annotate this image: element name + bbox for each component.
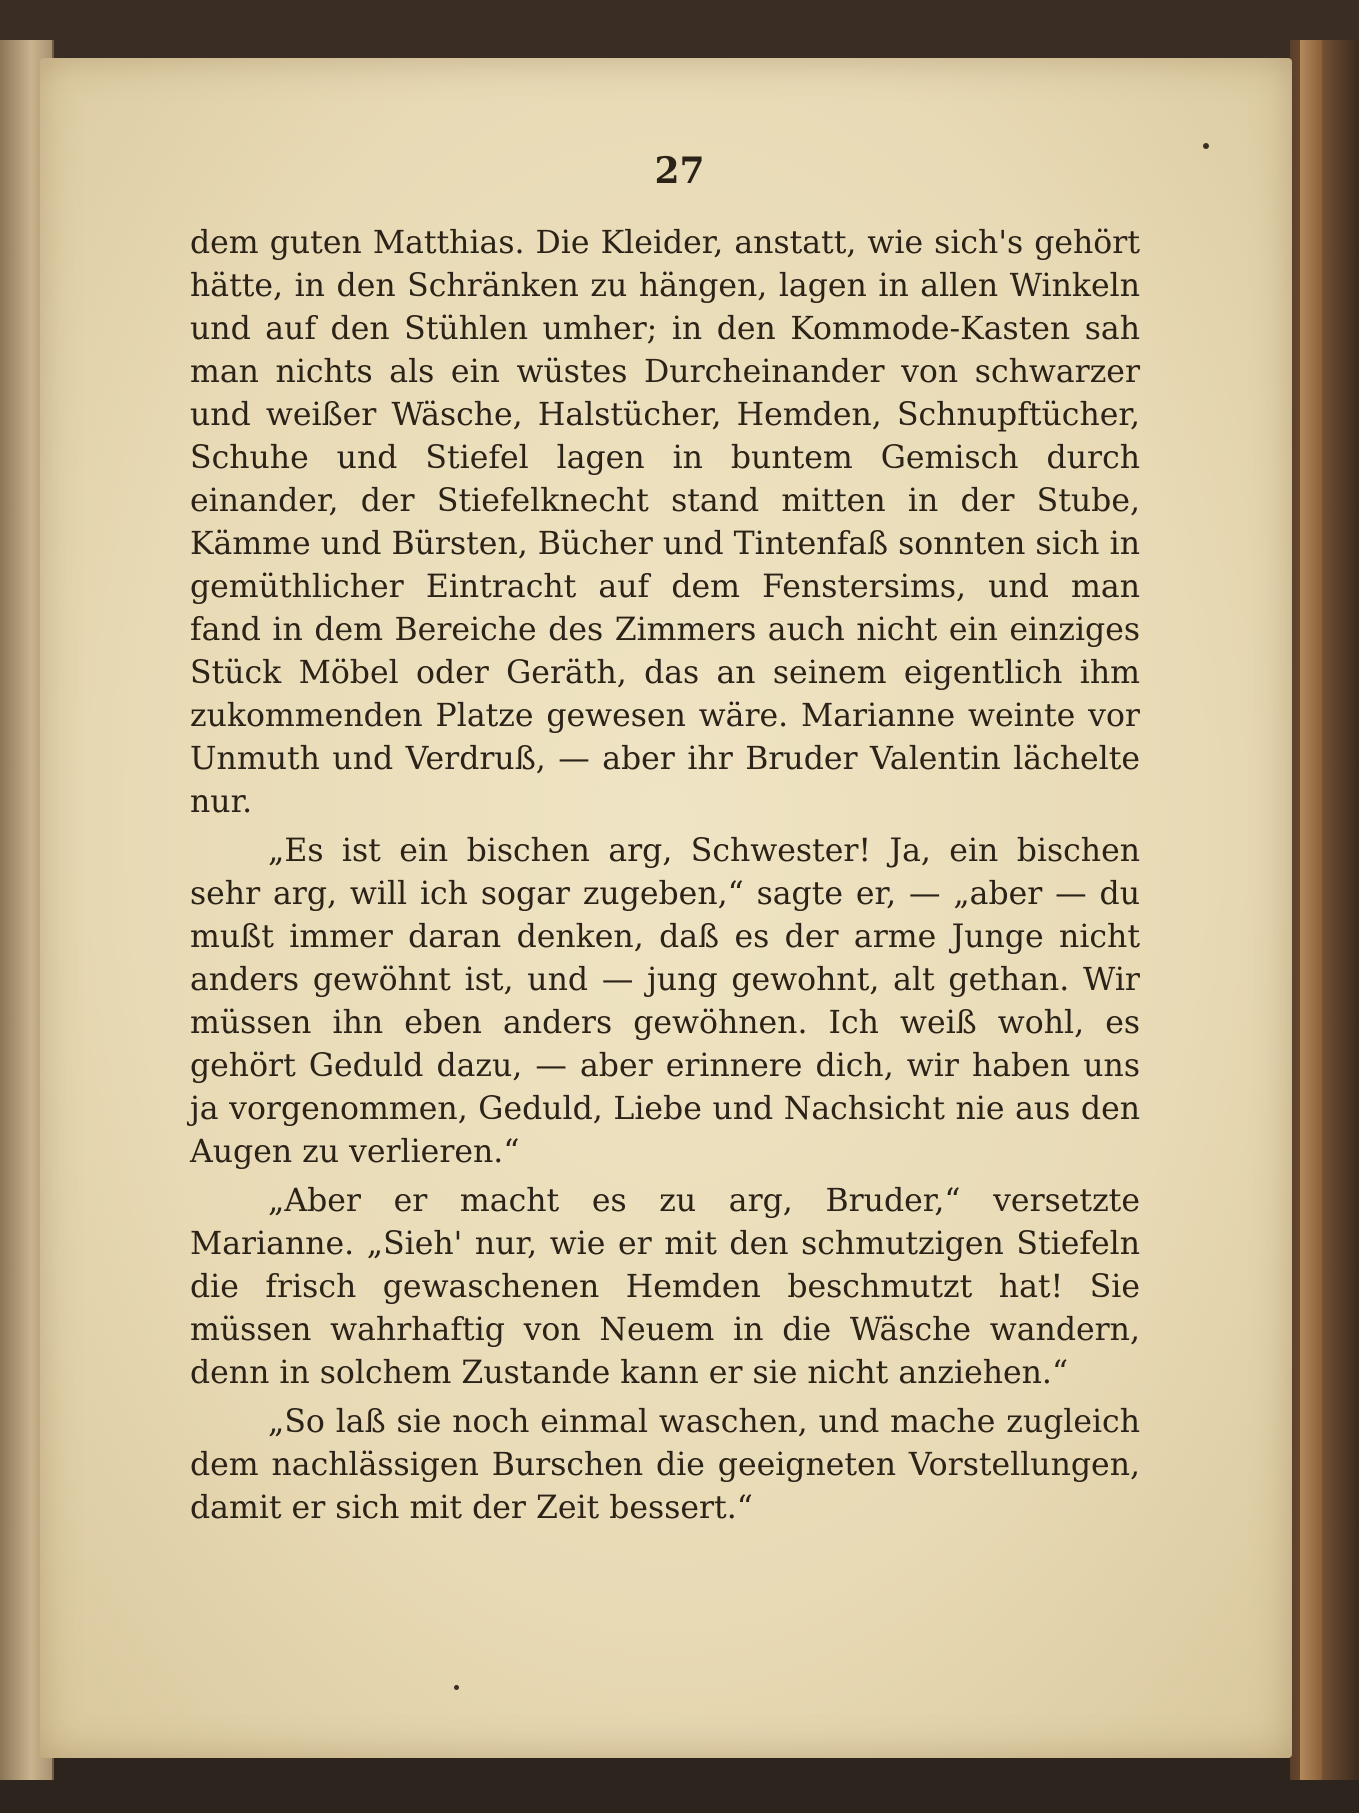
paragraph: „Es ist ein bischen arg, Schwester! Ja, ein bischen sehr arg, will ich sogar zugeben,“ sagte er, — „aber — du mußt immer daran denken, daß es der arme Junge nicht anders gewöhnt ist, und — jung gewohnt, alt gethan. Wir müssen ihn eben anders gewöhnen. Ich weiß wohl, es gehört Geduld dazu, — aber erinnere dich, wir haben uns ja vorgenommen, Geduld, Liebe und Nachsicht nie aus den Augen zu verlieren.“ (190, 833, 1140, 1170)
paper-speck (454, 1685, 459, 1690)
paper-speck (1203, 143, 1209, 149)
book-cover-edge (1300, 40, 1322, 1780)
page-number: 27 (654, 150, 705, 192)
paragraph: dem guten Matthias. Die Kleider, anstatt, wie sich's gehört hätte, in den Schränken zu hängen, lagen in allen Winkeln und auf den Stühlen umher; in den Kommode-Kasten sah man nichts als ein wüstes Durcheinander von schwarzer und weißer Wäsche, Halstücher, Hemden, Schnupftücher, Schuhe und Stiefel lagen in buntem Gemisch durch einander, der Stiefelknecht stand mitten in der Stube, Kämme und Bürsten, Bücher und Tintenfaß sonnten sich in gemüthlicher Eintracht auf dem Fenstersims, und man fand in dem Bereiche des Zimmers auch nicht ein einziges Stück Möbel oder Geräth, das an seinem eigentlich ihm zukommenden Platze gewesen wäre. Marianne weinte vor Unmuth und Verdruß, — aber ihr Bruder Valentin lächelte nur. (190, 225, 1140, 820)
page-text (190, 222, 1140, 1530)
paragraph: „So laß sie noch einmal waschen, und mache zugleich dem nachlässigen Burschen die geeigneten Vorstellungen, damit er sich mit der Zeit bessert.“ (190, 1404, 1140, 1526)
paragraph: „Aber er macht es zu arg, Bruder,“ versetzte Marianne. „Sieh' nur, wie er mit den schmutzigen Stiefeln die frisch gewaschenen Hemden beschmutzt hat! Sie müssen wahrhaftig von Neuem in die Wäsche wandern, denn in solchem Zustande kann er sie nicht anziehen.“ (190, 1183, 1140, 1391)
